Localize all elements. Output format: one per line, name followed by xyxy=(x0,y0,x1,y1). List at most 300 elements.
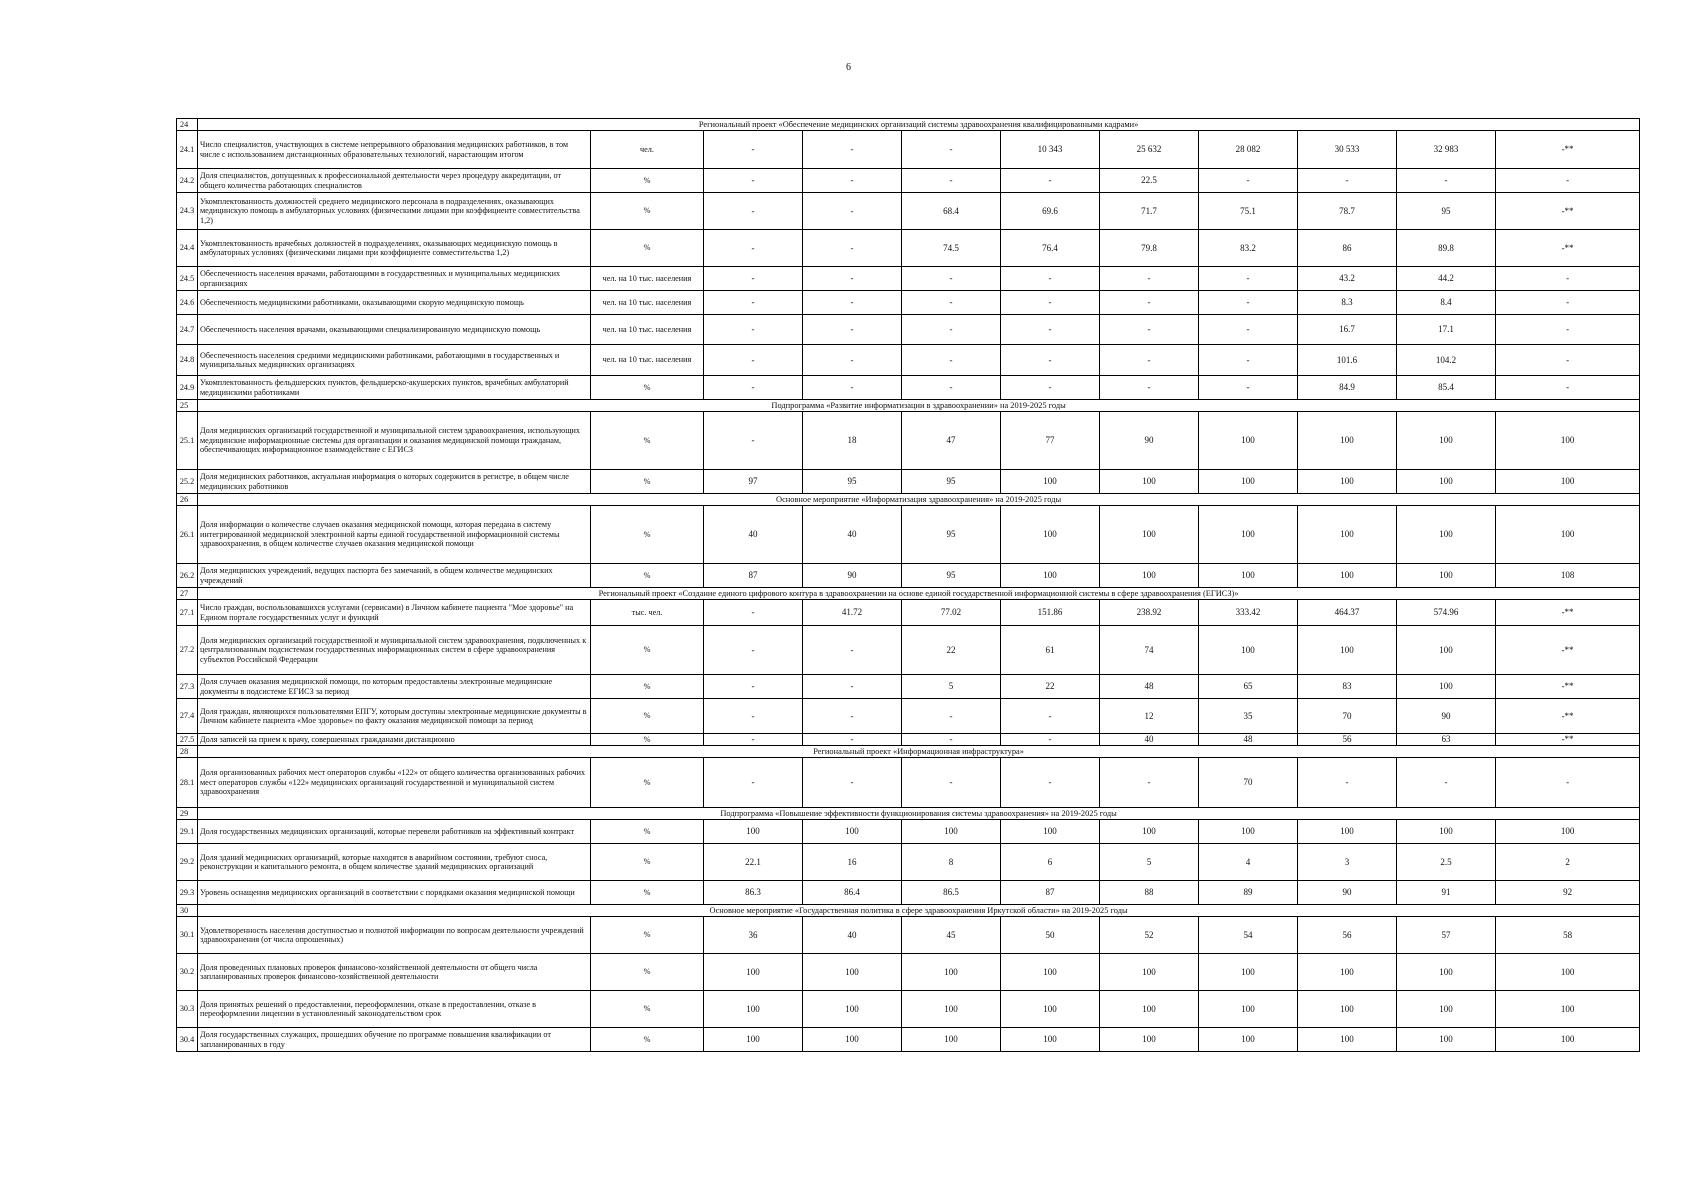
value-cell: 36 xyxy=(704,917,803,954)
value-cell: - xyxy=(704,169,803,193)
value-cell: 77.02 xyxy=(902,600,1001,626)
value-cell: 16 xyxy=(803,844,902,881)
value-cell: 100 xyxy=(1001,470,1100,494)
unit-cell: % xyxy=(591,376,704,400)
indicators-table xyxy=(176,118,1640,1052)
value-cell: 100 xyxy=(1397,1028,1496,1052)
row-number: 24.6 xyxy=(177,291,198,315)
section-title: Региональный проект «Создание единого цифрового контура в здравоохранении на основе единой государственной информационной системы в сфере здравоохранения (ЕГИСЗ)» xyxy=(198,588,1640,600)
value-cell: -** xyxy=(1496,131,1640,169)
value-cell: 95 xyxy=(803,470,902,494)
indicator-name: Доля медицинских учреждений, ведущих паспорта без замечаний, в общем количестве медицинских учреждений xyxy=(198,564,591,588)
value-cell: - xyxy=(803,267,902,291)
value-cell: - xyxy=(1001,376,1100,400)
value-cell: - xyxy=(902,345,1001,376)
value-cell: 100 xyxy=(1199,506,1298,564)
row-number: 24.7 xyxy=(177,315,198,345)
value-cell: - xyxy=(1199,345,1298,376)
value-cell: 84.9 xyxy=(1298,376,1397,400)
value-cell: - xyxy=(704,412,803,470)
value-cell: 100 xyxy=(1496,506,1640,564)
section-header xyxy=(177,746,1640,758)
table-row xyxy=(177,564,1640,588)
value-cell: 100 xyxy=(803,820,902,844)
row-number: 26.2 xyxy=(177,564,198,588)
value-cell: 100 xyxy=(1100,820,1199,844)
value-cell: - xyxy=(704,267,803,291)
section-header xyxy=(177,400,1640,412)
value-cell: 2.5 xyxy=(1397,844,1496,881)
unit-cell: % xyxy=(591,230,704,267)
unit-cell: % xyxy=(591,193,704,230)
row-number: 30.4 xyxy=(177,1028,198,1052)
value-cell: 90 xyxy=(1298,881,1397,905)
value-cell: 77 xyxy=(1001,412,1100,470)
unit-cell: % xyxy=(591,626,704,675)
value-cell: - xyxy=(704,315,803,345)
value-cell: - xyxy=(704,734,803,746)
value-cell: 100 xyxy=(1496,412,1640,470)
table-row xyxy=(177,291,1640,315)
value-cell: 100 xyxy=(1496,1028,1640,1052)
value-cell: 54 xyxy=(1199,917,1298,954)
indicator-name: Уровень оснащения медицинских организаций в соответствии с порядками оказания медицинской помощи xyxy=(198,881,591,905)
value-cell: 22.1 xyxy=(704,844,803,881)
value-cell: 333.42 xyxy=(1199,600,1298,626)
value-cell: - xyxy=(1496,169,1640,193)
unit-cell: чел. на 10 тыс. населения xyxy=(591,291,704,315)
value-cell: 40 xyxy=(704,506,803,564)
value-cell: - xyxy=(1199,376,1298,400)
value-cell: 100 xyxy=(1397,506,1496,564)
row-number: 24.5 xyxy=(177,267,198,291)
value-cell: - xyxy=(704,626,803,675)
value-cell: - xyxy=(803,131,902,169)
value-cell: 90 xyxy=(803,564,902,588)
value-cell: 56 xyxy=(1298,734,1397,746)
table-row xyxy=(177,954,1640,991)
row-number: 25.2 xyxy=(177,470,198,494)
value-cell: 87 xyxy=(704,564,803,588)
value-cell: - xyxy=(1199,267,1298,291)
value-cell: 100 xyxy=(704,820,803,844)
value-cell: 100 xyxy=(1199,1028,1298,1052)
value-cell: 44.2 xyxy=(1397,267,1496,291)
unit-cell: % xyxy=(591,917,704,954)
section-title: Основное мероприятие «Государственная политика в сфере здравоохранения Иркутской области» на 2019-2025 годы xyxy=(198,905,1640,917)
value-cell: 108 xyxy=(1496,564,1640,588)
value-cell: 100 xyxy=(1001,564,1100,588)
value-cell: 100 xyxy=(1298,564,1397,588)
row-number: 24.3 xyxy=(177,193,198,230)
value-cell: 48 xyxy=(1100,675,1199,699)
value-cell: - xyxy=(1397,758,1496,808)
row-number: 24.9 xyxy=(177,376,198,400)
value-cell: 100 xyxy=(704,991,803,1028)
value-cell: 74 xyxy=(1100,626,1199,675)
value-cell: - xyxy=(902,315,1001,345)
value-cell: 25 632 xyxy=(1100,131,1199,169)
row-number: 30.1 xyxy=(177,917,198,954)
value-cell: 86.4 xyxy=(803,881,902,905)
section-title: Региональный проект «Информационная инфраструктура» xyxy=(198,746,1640,758)
value-cell: 8.3 xyxy=(1298,291,1397,315)
value-cell: 89 xyxy=(1199,881,1298,905)
value-cell: 40 xyxy=(1100,734,1199,746)
value-cell: 100 xyxy=(1100,564,1199,588)
section-title: Подпрограмма «Развитие информатизации в здравоохранении» на 2019-2025 годы xyxy=(198,400,1640,412)
table-row xyxy=(177,758,1640,808)
table-row xyxy=(177,470,1640,494)
value-cell: 40 xyxy=(803,917,902,954)
row-number: 30.2 xyxy=(177,954,198,991)
value-cell: 100 xyxy=(704,954,803,991)
unit-cell: % xyxy=(591,169,704,193)
table-row xyxy=(177,169,1640,193)
table-row xyxy=(177,600,1640,626)
row-number: 24.2 xyxy=(177,169,198,193)
value-cell: 100 xyxy=(1100,470,1199,494)
indicator-name: Удовлетворенность населения доступностью и полнотой информации по вопросам деятельности учреждений здравоохранения (от числа опрошенных) xyxy=(198,917,591,954)
value-cell: - xyxy=(803,315,902,345)
table-row xyxy=(177,820,1640,844)
indicator-name: Обеспеченность медицинскими работниками, оказывающими скорую медицинскую помощь xyxy=(198,291,591,315)
value-cell: 18 xyxy=(803,412,902,470)
value-cell: 4 xyxy=(1199,844,1298,881)
value-cell: 10 343 xyxy=(1001,131,1100,169)
value-cell: 100 xyxy=(1100,991,1199,1028)
indicator-name: Доля записей на прием к врачу, совершенных гражданами дистанционно xyxy=(198,734,591,746)
value-cell: - xyxy=(803,626,902,675)
value-cell: - xyxy=(1001,291,1100,315)
table-row xyxy=(177,506,1640,564)
value-cell: 48 xyxy=(1199,734,1298,746)
table-row xyxy=(177,412,1640,470)
table-row xyxy=(177,699,1640,734)
value-cell: - xyxy=(902,169,1001,193)
value-cell: - xyxy=(1496,267,1640,291)
value-cell: - xyxy=(704,758,803,808)
unit-cell: % xyxy=(591,734,704,746)
row-number: 29.2 xyxy=(177,844,198,881)
value-cell: 100 xyxy=(1001,1028,1100,1052)
value-cell: - xyxy=(1001,734,1100,746)
value-cell: - xyxy=(1298,169,1397,193)
value-cell: 100 xyxy=(1397,626,1496,675)
value-cell: - xyxy=(1496,345,1640,376)
section-title: Региональный проект «Обеспечение медицинских организаций системы здравоохранения квалифицированными кадрами» xyxy=(198,119,1640,131)
unit-cell: чел. на 10 тыс. населения xyxy=(591,315,704,345)
value-cell: 58 xyxy=(1496,917,1640,954)
value-cell: - xyxy=(704,291,803,315)
value-cell: 3 xyxy=(1298,844,1397,881)
value-cell: - xyxy=(902,376,1001,400)
value-cell: 52 xyxy=(1100,917,1199,954)
indicator-name: Число специалистов, участвующих в системе непрерывного образования медицинских работников, в том числе с использованием дистанционных образовательных технологий, нарастающим итогом xyxy=(198,131,591,169)
row-number: 26.1 xyxy=(177,506,198,564)
value-cell: 89.8 xyxy=(1397,230,1496,267)
unit-cell: тыс. чел. xyxy=(591,600,704,626)
indicator-name: Доля медицинских организаций государственной и муниципальной систем здравоохранения, подключенных к централизованным подсистемам государственных информационных систем в сфере здравоохранения субъектов Российской Федерации xyxy=(198,626,591,675)
indicator-name: Доля проведенных плановых проверок финансово-хозяйственной деятельности от общего числа запланированных проверок финансово-хозяйственной деятельности xyxy=(198,954,591,991)
value-cell: 56 xyxy=(1298,917,1397,954)
table-row xyxy=(177,626,1640,675)
value-cell: - xyxy=(803,675,902,699)
table-row xyxy=(177,315,1640,345)
table-row xyxy=(177,917,1640,954)
unit-cell: % xyxy=(591,675,704,699)
value-cell: 22 xyxy=(902,626,1001,675)
indicator-name: Доля случаев оказания медицинской помощи, по которым предоставлены электронные медицинские документы в подсистеме ЕГИСЗ за период xyxy=(198,675,591,699)
value-cell: 95 xyxy=(902,506,1001,564)
value-cell: 100 xyxy=(902,954,1001,991)
table-row xyxy=(177,131,1640,169)
section-number: 26 xyxy=(177,494,198,506)
row-number: 27.3 xyxy=(177,675,198,699)
unit-cell: % xyxy=(591,844,704,881)
value-cell: - xyxy=(704,699,803,734)
value-cell: 86 xyxy=(1298,230,1397,267)
table-row xyxy=(177,230,1640,267)
value-cell: 86.5 xyxy=(902,881,1001,905)
value-cell: - xyxy=(803,758,902,808)
value-cell: - xyxy=(1496,291,1640,315)
section-header xyxy=(177,808,1640,820)
value-cell: 83 xyxy=(1298,675,1397,699)
unit-cell: чел. на 10 тыс. населения xyxy=(591,345,704,376)
value-cell: - xyxy=(902,267,1001,291)
value-cell: - xyxy=(1001,267,1100,291)
value-cell: - xyxy=(1001,699,1100,734)
value-cell: 35 xyxy=(1199,699,1298,734)
value-cell: - xyxy=(704,675,803,699)
value-cell: 100 xyxy=(1298,954,1397,991)
value-cell: 100 xyxy=(803,1028,902,1052)
value-cell: 100 xyxy=(1001,954,1100,991)
value-cell: - xyxy=(1397,169,1496,193)
value-cell: 100 xyxy=(1496,991,1640,1028)
value-cell: 71.7 xyxy=(1100,193,1199,230)
value-cell: - xyxy=(1100,315,1199,345)
row-number: 25.1 xyxy=(177,412,198,470)
value-cell: 17.1 xyxy=(1397,315,1496,345)
value-cell: -** xyxy=(1496,230,1640,267)
section-header xyxy=(177,588,1640,600)
indicator-name: Укомплектованность должностей среднего медицинского персонала в подразделениях, оказывающих медицинскую помощь в амбулаторных условиях (физическими лицами при коэффициенте совместительства 1,2) xyxy=(198,193,591,230)
value-cell: - xyxy=(902,734,1001,746)
value-cell: - xyxy=(902,131,1001,169)
section-number: 28 xyxy=(177,746,198,758)
value-cell: 464.37 xyxy=(1298,600,1397,626)
value-cell: 100 xyxy=(1001,991,1100,1028)
value-cell: - xyxy=(1100,376,1199,400)
value-cell: 50 xyxy=(1001,917,1100,954)
value-cell: - xyxy=(803,169,902,193)
value-cell: 100 xyxy=(1001,820,1100,844)
unit-cell: % xyxy=(591,820,704,844)
value-cell: 22.5 xyxy=(1100,169,1199,193)
value-cell: 78.7 xyxy=(1298,193,1397,230)
value-cell: 100 xyxy=(1397,991,1496,1028)
value-cell: 100 xyxy=(1199,954,1298,991)
value-cell: 43.2 xyxy=(1298,267,1397,291)
value-cell: 95 xyxy=(902,470,1001,494)
value-cell: 40 xyxy=(803,506,902,564)
value-cell: 100 xyxy=(1496,954,1640,991)
value-cell: 100 xyxy=(1100,506,1199,564)
unit-cell: % xyxy=(591,881,704,905)
value-cell: 100 xyxy=(1298,820,1397,844)
section-number: 25 xyxy=(177,400,198,412)
value-cell: -** xyxy=(1496,734,1640,746)
value-cell: 32 983 xyxy=(1397,131,1496,169)
value-cell: - xyxy=(704,376,803,400)
value-cell: 100 xyxy=(1001,506,1100,564)
unit-cell: % xyxy=(591,412,704,470)
indicator-name: Обеспеченность населения средними медицинскими работниками, работающими в государственных и муниципальных медицинских организациях xyxy=(198,345,591,376)
value-cell: 45 xyxy=(902,917,1001,954)
indicator-name: Число граждан, воспользовавшихся услугами (сервисами) в Личном кабинете пациента "Мое здоровье" на Едином портале государственных услуг и функций xyxy=(198,600,591,626)
value-cell: - xyxy=(902,758,1001,808)
value-cell: 90 xyxy=(1100,412,1199,470)
value-cell: 100 xyxy=(1397,675,1496,699)
value-cell: 70 xyxy=(1298,699,1397,734)
value-cell: - xyxy=(1100,758,1199,808)
value-cell: - xyxy=(1100,291,1199,315)
row-number: 24.4 xyxy=(177,230,198,267)
value-cell: 83.2 xyxy=(1199,230,1298,267)
indicator-name: Доля зданий медицинских организаций, которые находятся в аварийном состоянии, требуют сноса, реконструкции и капитального ремонта, в общем количестве зданий медицинских организаций xyxy=(198,844,591,881)
unit-cell: чел. xyxy=(591,131,704,169)
value-cell: 100 xyxy=(704,1028,803,1052)
row-number: 27.1 xyxy=(177,600,198,626)
table-row xyxy=(177,675,1640,699)
indicator-name: Доля информации о количестве случаев оказания медицинской помощи, которая передана в систему интегрированной медицинской электронной карты единой государственной информационной системы здравоохранения, в общем количестве случаев оказания медицинской помощи xyxy=(198,506,591,564)
value-cell: 5 xyxy=(1100,844,1199,881)
table-row xyxy=(177,267,1640,291)
value-cell: - xyxy=(1199,315,1298,345)
unit-cell: % xyxy=(591,954,704,991)
section-header xyxy=(177,905,1640,917)
value-cell: -** xyxy=(1496,626,1640,675)
value-cell: 12 xyxy=(1100,699,1199,734)
value-cell: 100 xyxy=(1100,1028,1199,1052)
row-number: 29.1 xyxy=(177,820,198,844)
value-cell: 6 xyxy=(1001,844,1100,881)
section-number: 29 xyxy=(177,808,198,820)
value-cell: 92 xyxy=(1496,881,1640,905)
value-cell: 86.3 xyxy=(704,881,803,905)
row-number: 29.3 xyxy=(177,881,198,905)
value-cell: - xyxy=(704,600,803,626)
value-cell: - xyxy=(1100,267,1199,291)
unit-cell: % xyxy=(591,758,704,808)
section-header xyxy=(177,119,1640,131)
value-cell: - xyxy=(902,291,1001,315)
value-cell: 5 xyxy=(902,675,1001,699)
value-cell: -** xyxy=(1496,193,1640,230)
value-cell: 100 xyxy=(803,954,902,991)
value-cell: - xyxy=(803,193,902,230)
row-number: 27.5 xyxy=(177,734,198,746)
value-cell: 57 xyxy=(1397,917,1496,954)
indicator-name: Доля государственных медицинских организаций, которые перевели работников на эффективный контракт xyxy=(198,820,591,844)
value-cell: 100 xyxy=(1298,470,1397,494)
table-row xyxy=(177,376,1640,400)
indicator-name: Доля специалистов, допущенных к профессиональной деятельности через процедуру аккредитации, от общего количества работающих специалистов xyxy=(198,169,591,193)
value-cell: 100 xyxy=(1397,954,1496,991)
value-cell: - xyxy=(1496,758,1640,808)
value-cell: 100 xyxy=(1298,1028,1397,1052)
value-cell: 100 xyxy=(1397,820,1496,844)
value-cell: - xyxy=(1100,345,1199,376)
value-cell: 151.86 xyxy=(1001,600,1100,626)
value-cell: 76.4 xyxy=(1001,230,1100,267)
section-title: Подпрограмма «Повышение эффективности функционирования системы здравоохранения» на 2019-2025 годы xyxy=(198,808,1640,820)
value-cell: 87 xyxy=(1001,881,1100,905)
value-cell: 100 xyxy=(1199,412,1298,470)
unit-cell: % xyxy=(591,699,704,734)
value-cell: 104.2 xyxy=(1397,345,1496,376)
value-cell: - xyxy=(704,345,803,376)
value-cell: - xyxy=(1496,376,1640,400)
value-cell: - xyxy=(1199,169,1298,193)
value-cell: 22 xyxy=(1001,675,1100,699)
value-cell: 100 xyxy=(1496,470,1640,494)
value-cell: 100 xyxy=(1298,991,1397,1028)
value-cell: - xyxy=(902,699,1001,734)
value-cell: 69.6 xyxy=(1001,193,1100,230)
value-cell: 100 xyxy=(902,820,1001,844)
value-cell: - xyxy=(1001,345,1100,376)
value-cell: -** xyxy=(1496,675,1640,699)
value-cell: 100 xyxy=(1298,626,1397,675)
table-row xyxy=(177,881,1640,905)
row-number: 24.1 xyxy=(177,131,198,169)
unit-cell: % xyxy=(591,506,704,564)
value-cell: 100 xyxy=(1199,626,1298,675)
row-number: 30.3 xyxy=(177,991,198,1028)
value-cell: 95 xyxy=(1397,193,1496,230)
value-cell: 100 xyxy=(1199,470,1298,494)
unit-cell: % xyxy=(591,991,704,1028)
unit-cell: % xyxy=(591,470,704,494)
section-title: Основное мероприятие «Информатизация здравоохранения» на 2019-2025 годы xyxy=(198,494,1640,506)
row-number: 27.2 xyxy=(177,626,198,675)
value-cell: - xyxy=(704,230,803,267)
row-number: 28.1 xyxy=(177,758,198,808)
value-cell: 65 xyxy=(1199,675,1298,699)
unit-cell: % xyxy=(591,564,704,588)
indicator-name: Обеспеченность населения врачами, работающими в государственных и муниципальных медицинских организациях xyxy=(198,267,591,291)
indicator-name: Доля организованных рабочих мест операторов службы «122» от общего количества организованных рабочих мест операторов службы «122» медицинских организаций государственной и муниципальной систем здравоохранения xyxy=(198,758,591,808)
indicator-name: Укомплектованность фельдшерских пунктов, фельдшерско-акушерских пунктов, врачебных амбулаторий медицинскими работниками xyxy=(198,376,591,400)
value-cell: 91 xyxy=(1397,881,1496,905)
value-cell: 61 xyxy=(1001,626,1100,675)
value-cell: 28 082 xyxy=(1199,131,1298,169)
value-cell: - xyxy=(803,345,902,376)
table-row xyxy=(177,991,1640,1028)
value-cell: 88 xyxy=(1100,881,1199,905)
row-number: 24.8 xyxy=(177,345,198,376)
indicator-name: Доля граждан, являющихся пользователями ЕПГУ, которым доступны электронные медицинские документы в Личном кабинете пациента «Мое здоровье» по факту оказания медицинской помощи за период xyxy=(198,699,591,734)
value-cell: 100 xyxy=(1397,412,1496,470)
value-cell: 63 xyxy=(1397,734,1496,746)
value-cell: - xyxy=(803,734,902,746)
value-cell: -** xyxy=(1496,699,1640,734)
indicator-name: Обеспеченность населения врачами, оказывающими специализированную медицинскую помощь xyxy=(198,315,591,345)
value-cell: 100 xyxy=(1397,564,1496,588)
